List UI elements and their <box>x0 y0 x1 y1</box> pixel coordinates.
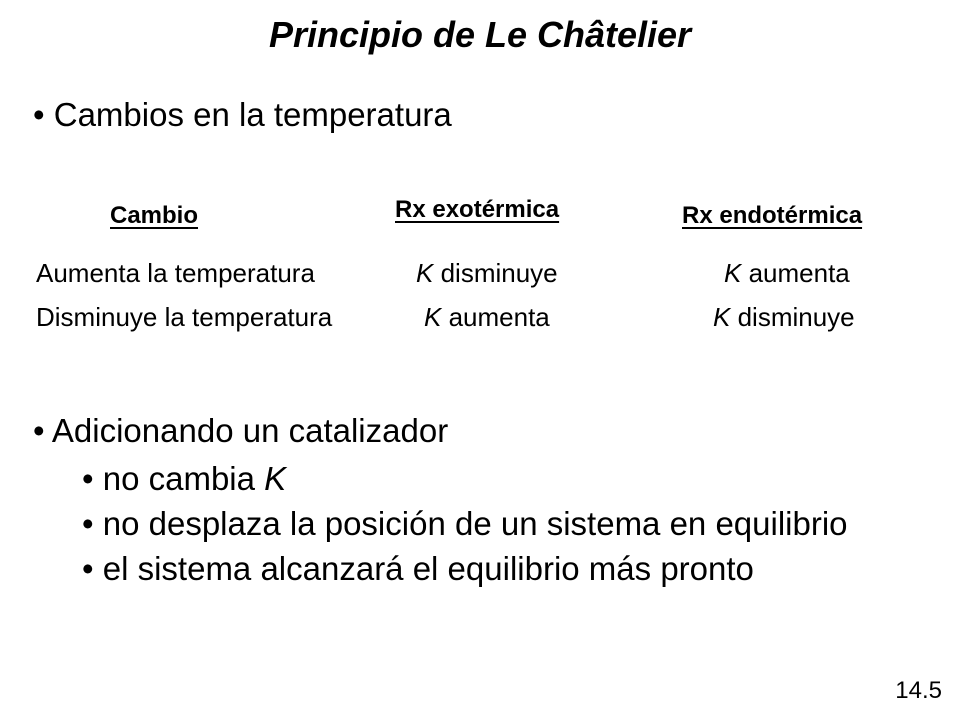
bullet-marker: • <box>82 550 103 587</box>
k-symbol: K <box>424 302 442 332</box>
page-number: 14.5 <box>895 677 942 704</box>
row1-change: Aumenta la temperatura <box>36 258 315 288</box>
row2-exo-effect: aumenta <box>448 302 550 332</box>
catalyst-item-3 <box>82 550 754 588</box>
row1-endo-effect: aumenta <box>748 258 850 288</box>
bullet-catalyst <box>33 412 448 450</box>
slide-title: Principio de Le Châtelier <box>268 14 692 55</box>
bullet-marker: • <box>82 505 103 542</box>
catalyst-item-2 <box>82 505 848 543</box>
catalyst-item-1 <box>82 460 286 498</box>
row2-endo-effect: disminuye <box>737 302 855 332</box>
bullet-marker: • <box>33 412 52 449</box>
k-symbol: K <box>724 258 742 288</box>
row2-endothermic <box>713 302 855 333</box>
row1-exo-effect: disminuye <box>440 258 558 288</box>
header-endothermic: Rx endotérmica <box>682 202 863 229</box>
catalyst-item-1-text: no cambia <box>102 460 255 497</box>
bullet-marker: • <box>33 96 54 133</box>
row1-exothermic <box>416 258 558 289</box>
header-exothermic: Rx exotérmica <box>395 196 560 223</box>
catalyst-item-2-text: no desplaza la posición de un sistema en equilibrio <box>102 505 848 542</box>
k-symbol: K <box>416 258 434 288</box>
bullet-catalyst-label: Adicionando un catalizador <box>51 412 449 449</box>
bullet-marker: • <box>82 460 103 497</box>
catalyst-item-3-text: el sistema alcanzará el equilibrio más pronto <box>102 550 754 587</box>
row2-change: Disminuye la temperatura <box>36 302 333 332</box>
row2-exothermic <box>424 302 550 333</box>
bullet-temperature-changes <box>33 96 452 134</box>
header-change: Cambio <box>110 202 199 229</box>
k-symbol: K <box>713 302 731 332</box>
bullet-temperature-label: Cambios en la temperatura <box>53 96 452 133</box>
row1-endothermic <box>724 258 850 289</box>
k-symbol: K <box>264 460 287 497</box>
